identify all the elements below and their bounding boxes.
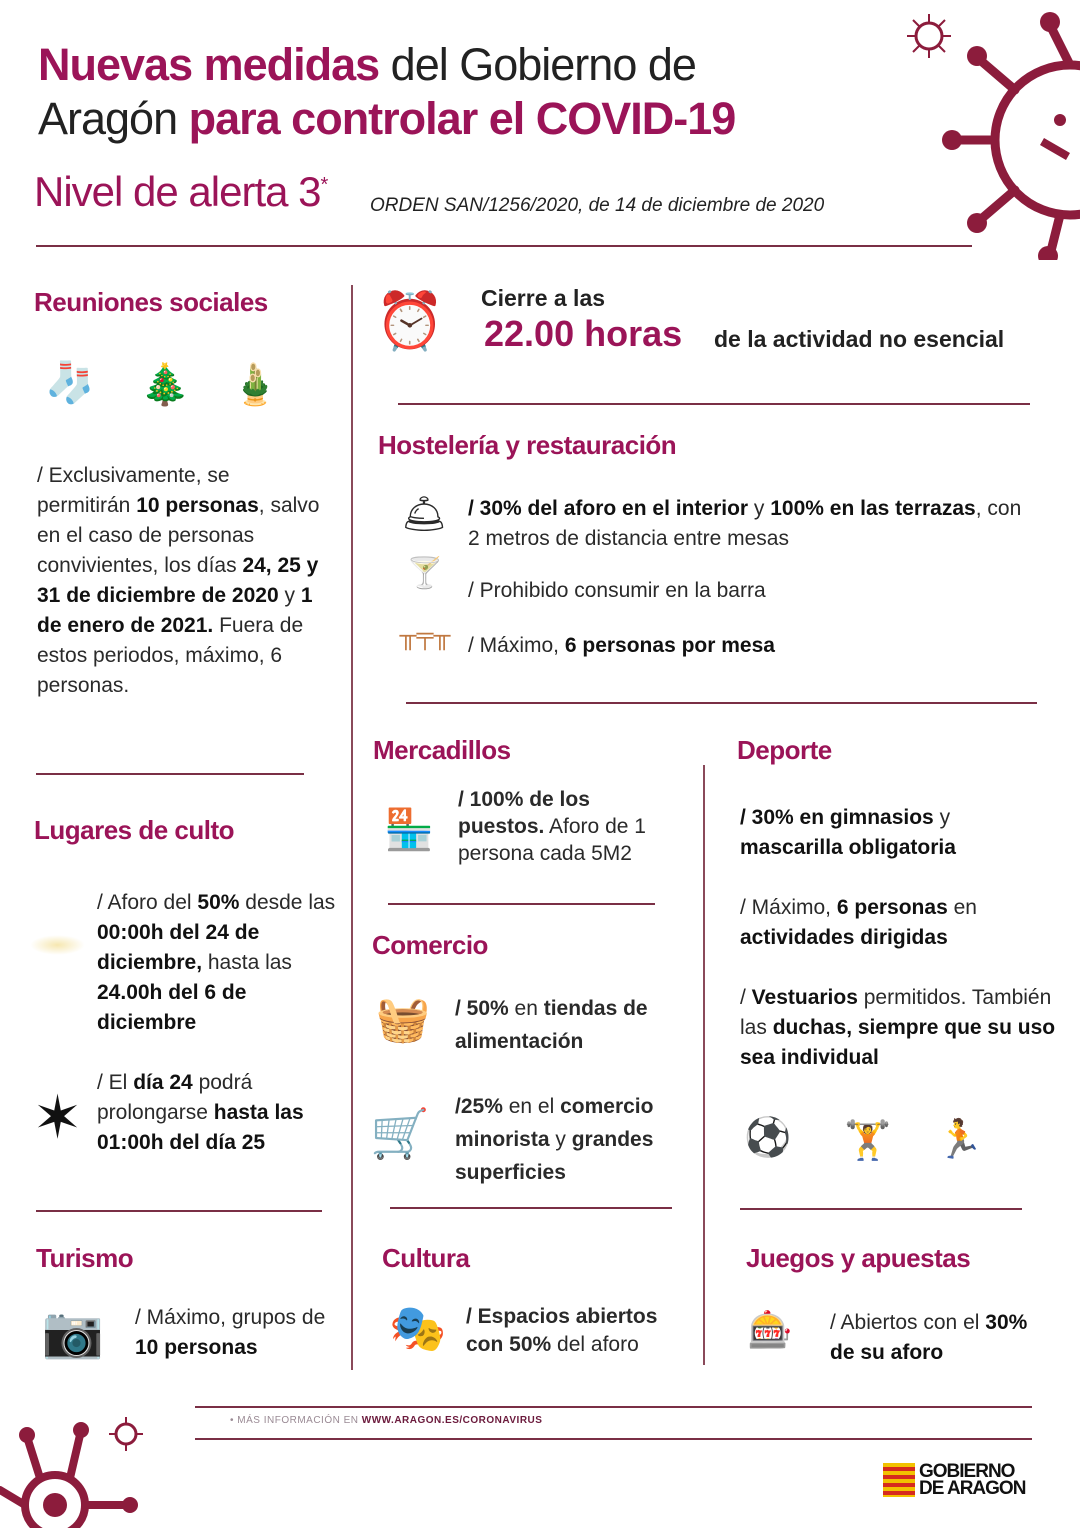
cierre-time: 22.00 horas [484, 313, 683, 354]
text-segment: comercio minorista [455, 1095, 654, 1151]
deporte-item-1 [740, 803, 1040, 863]
text-segment: 6 personas por mesa [564, 634, 775, 657]
small-virus-icon [108, 1416, 144, 1452]
column-divider [703, 765, 705, 1365]
aragon-flag-icon [883, 1463, 915, 1497]
text-segment: 10 personas [135, 1336, 258, 1359]
text-segment: 24, 25 y 31 de diciembre de 2020 [37, 554, 319, 607]
section-title-deporte: Deporte [737, 735, 832, 765]
text-segment: tiendas de alimentación [455, 997, 648, 1053]
text-segment: Vestuarios [751, 986, 858, 1009]
section-title-mercadillos: Mercadillos [373, 735, 511, 765]
text-segment: para controlar el COVID-19 [188, 93, 736, 144]
logo-line-1: GOBIERNO [919, 1461, 1015, 1482]
virus-icon [940, 10, 1080, 260]
text-segment: 50% [197, 891, 240, 914]
text-segment: Nuevas medidas [38, 39, 380, 90]
divider [195, 1406, 1032, 1408]
more-info-label: MÁS INFORMACIÓN EN [237, 1415, 362, 1426]
text-segment: /25% [455, 1095, 503, 1118]
ornaments-icon: 🎍 [230, 362, 280, 407]
comercio-item-2 [455, 1090, 695, 1189]
runner-icon: 🏃 [936, 1119, 984, 1161]
divider [740, 1208, 1022, 1210]
deporte-item-2 [740, 893, 1040, 953]
gobierno-aragon-logo [883, 1463, 1025, 1497]
text-segment: / [740, 986, 752, 1009]
text-segment: Fuera de estos periodos, máximo, 6 personas. [37, 614, 304, 697]
hosteleria-item-2 [468, 576, 968, 606]
section-title-hosteleria: Hostelería y restauración [378, 430, 677, 460]
christmas-stocking-icon: 🧦 [45, 361, 95, 405]
text-segment: 24.00h del 6 de diciembre [97, 981, 247, 1034]
text-segment: , con 2 metros de distancia entre mesas [468, 497, 1022, 550]
text-segment: podrá prolongarse [97, 1071, 253, 1124]
text-segment: Aforo de 1 persona cada 5M2 [458, 815, 646, 865]
juegos-text [830, 1308, 1030, 1368]
text-segment: y [748, 497, 771, 520]
title-line-1 [38, 38, 696, 92]
logo-line-2: DE ARAGON [919, 1478, 1026, 1499]
text-segment: 1 de enero de 2021. [37, 584, 313, 637]
text-segment: / Máximo, grupos de [135, 1306, 326, 1329]
cierre-label: Cierre a las [481, 285, 606, 311]
text-segment: grandes superficies [455, 1128, 654, 1184]
divider [406, 702, 1037, 704]
alert-asterisk: * [320, 174, 328, 196]
text-segment: del Gobierno de [379, 39, 696, 90]
text-segment: / 100% de los puestos. [458, 788, 590, 838]
text-segment: en [947, 896, 977, 919]
divider [390, 1207, 672, 1209]
section-title-culto: Lugares de culto [34, 815, 235, 845]
text-segment: día 24 [133, 1071, 193, 1094]
text-segment: y [549, 1128, 572, 1151]
alarm-clock-icon: ⏰ [375, 289, 445, 352]
text-segment: 100% en las terrazas [770, 497, 976, 520]
text-segment: / Prohibido consumir en la barra [468, 579, 766, 602]
text-segment: permitidos. También las [740, 986, 1052, 1039]
text-segment: del aforo [551, 1333, 639, 1356]
title-line-2 [38, 92, 735, 146]
text-segment: / 30% en gimnasios [740, 806, 934, 829]
market-stall-icon: 🏪 [384, 807, 434, 852]
deporte-item-3 [740, 983, 1060, 1073]
text-segment: / Aforo del [97, 891, 198, 914]
more-info-link[interactable]: WWW.ARAGON.ES/CORONAVIRUS [361, 1415, 543, 1426]
text-segment: Aragón [38, 93, 189, 144]
section-title-reuniones: Reuniones sociales [34, 287, 268, 317]
sparkle-icon [30, 935, 85, 955]
culto-item-2 [97, 1068, 337, 1158]
alert-level-text: Nivel de alerta 3 [34, 168, 321, 215]
soccer-ball-icon: ⚽ [744, 1117, 792, 1159]
text-segment: / Espacios abiertos con 50% [466, 1305, 658, 1356]
text-segment: en [508, 997, 544, 1020]
text-segment: mascarilla obligatoria [740, 836, 956, 859]
divider [36, 773, 304, 775]
section-title-turismo: Turismo [36, 1243, 134, 1273]
divider [36, 245, 972, 247]
section-title-comercio: Comercio [372, 930, 488, 960]
casino-chips-icon: 🎰 [747, 1309, 793, 1350]
text-segment: / Máximo, [468, 634, 565, 657]
turismo-text [135, 1303, 335, 1363]
table-chairs-icon: ╥╤╥ [399, 622, 451, 649]
small-virus-icon [905, 12, 953, 60]
text-segment: y [278, 584, 301, 607]
alert-level [34, 168, 327, 216]
text-segment: / Abiertos con el [830, 1311, 986, 1334]
section-title-juegos: Juegos y apuestas [746, 1243, 971, 1273]
text-segment: 6 personas [836, 896, 948, 919]
text-segment: 10 personas [136, 494, 259, 517]
theater-masks-icon: 🎭 [389, 1301, 447, 1354]
weightlifter-icon: 🏋 [844, 1120, 892, 1162]
hosteleria-item-1 [468, 494, 1038, 554]
text-segment: hasta las 01:00h del día 25 [97, 1101, 304, 1154]
text-segment: 30% de su aforo [830, 1311, 1028, 1364]
text-segment: / Máximo, [740, 896, 837, 919]
divider [36, 1210, 322, 1212]
text-segment: y [933, 806, 951, 829]
cultura-text [466, 1303, 696, 1359]
mercadillos-text [458, 786, 678, 867]
text-segment: / El [97, 1071, 134, 1094]
shopping-cart-icon: 🛒 [370, 1107, 430, 1161]
divider [398, 403, 1030, 405]
star-icon: ✶ [32, 1083, 83, 1151]
text-segment: 00:00h del 24 de diciembre, [97, 921, 260, 974]
serving-cloche-icon: 🛎 [401, 493, 447, 534]
divider [388, 903, 655, 905]
text-segment: , salvo en el caso de personas convivientes, los días [37, 494, 320, 577]
text-segment: actividades dirigidas [740, 926, 948, 949]
hosteleria-item-3 [468, 631, 968, 661]
culto-item-1 [97, 888, 347, 1038]
comercio-item-1 [455, 992, 690, 1058]
section-title-cultura: Cultura [382, 1243, 470, 1273]
column-divider [351, 285, 353, 1370]
text-segment: / 30% del aforo en el interior [468, 497, 749, 520]
order-reference: ORDEN SAN/1256/2020, de 14 de diciembre de 2020 [370, 195, 825, 216]
cierre-suffix: de la actividad no esencial [714, 326, 1005, 352]
text-segment: en el [502, 1095, 561, 1118]
text-segment: hasta las [202, 951, 292, 974]
text-segment: duchas, siempre que su uso sea individual [740, 1016, 1056, 1069]
text-segment: / Exclusivamente, se permitirán [37, 464, 230, 517]
more-info: • MÁS INFORMACIÓN EN WWW.ARAGON.ES/CORONAVIRUS [230, 1415, 543, 1426]
text-segment: desde las [239, 891, 336, 914]
divider [195, 1438, 1032, 1440]
cocktail-icon: 🍸 [406, 556, 444, 590]
text-segment: / 50% [455, 997, 509, 1020]
food-basket-icon: 🧺 [375, 995, 431, 1044]
reuniones-text [37, 461, 322, 701]
camera-icon: 📷 [41, 1303, 105, 1360]
christmas-tree-icon: 🎄 [140, 362, 190, 407]
